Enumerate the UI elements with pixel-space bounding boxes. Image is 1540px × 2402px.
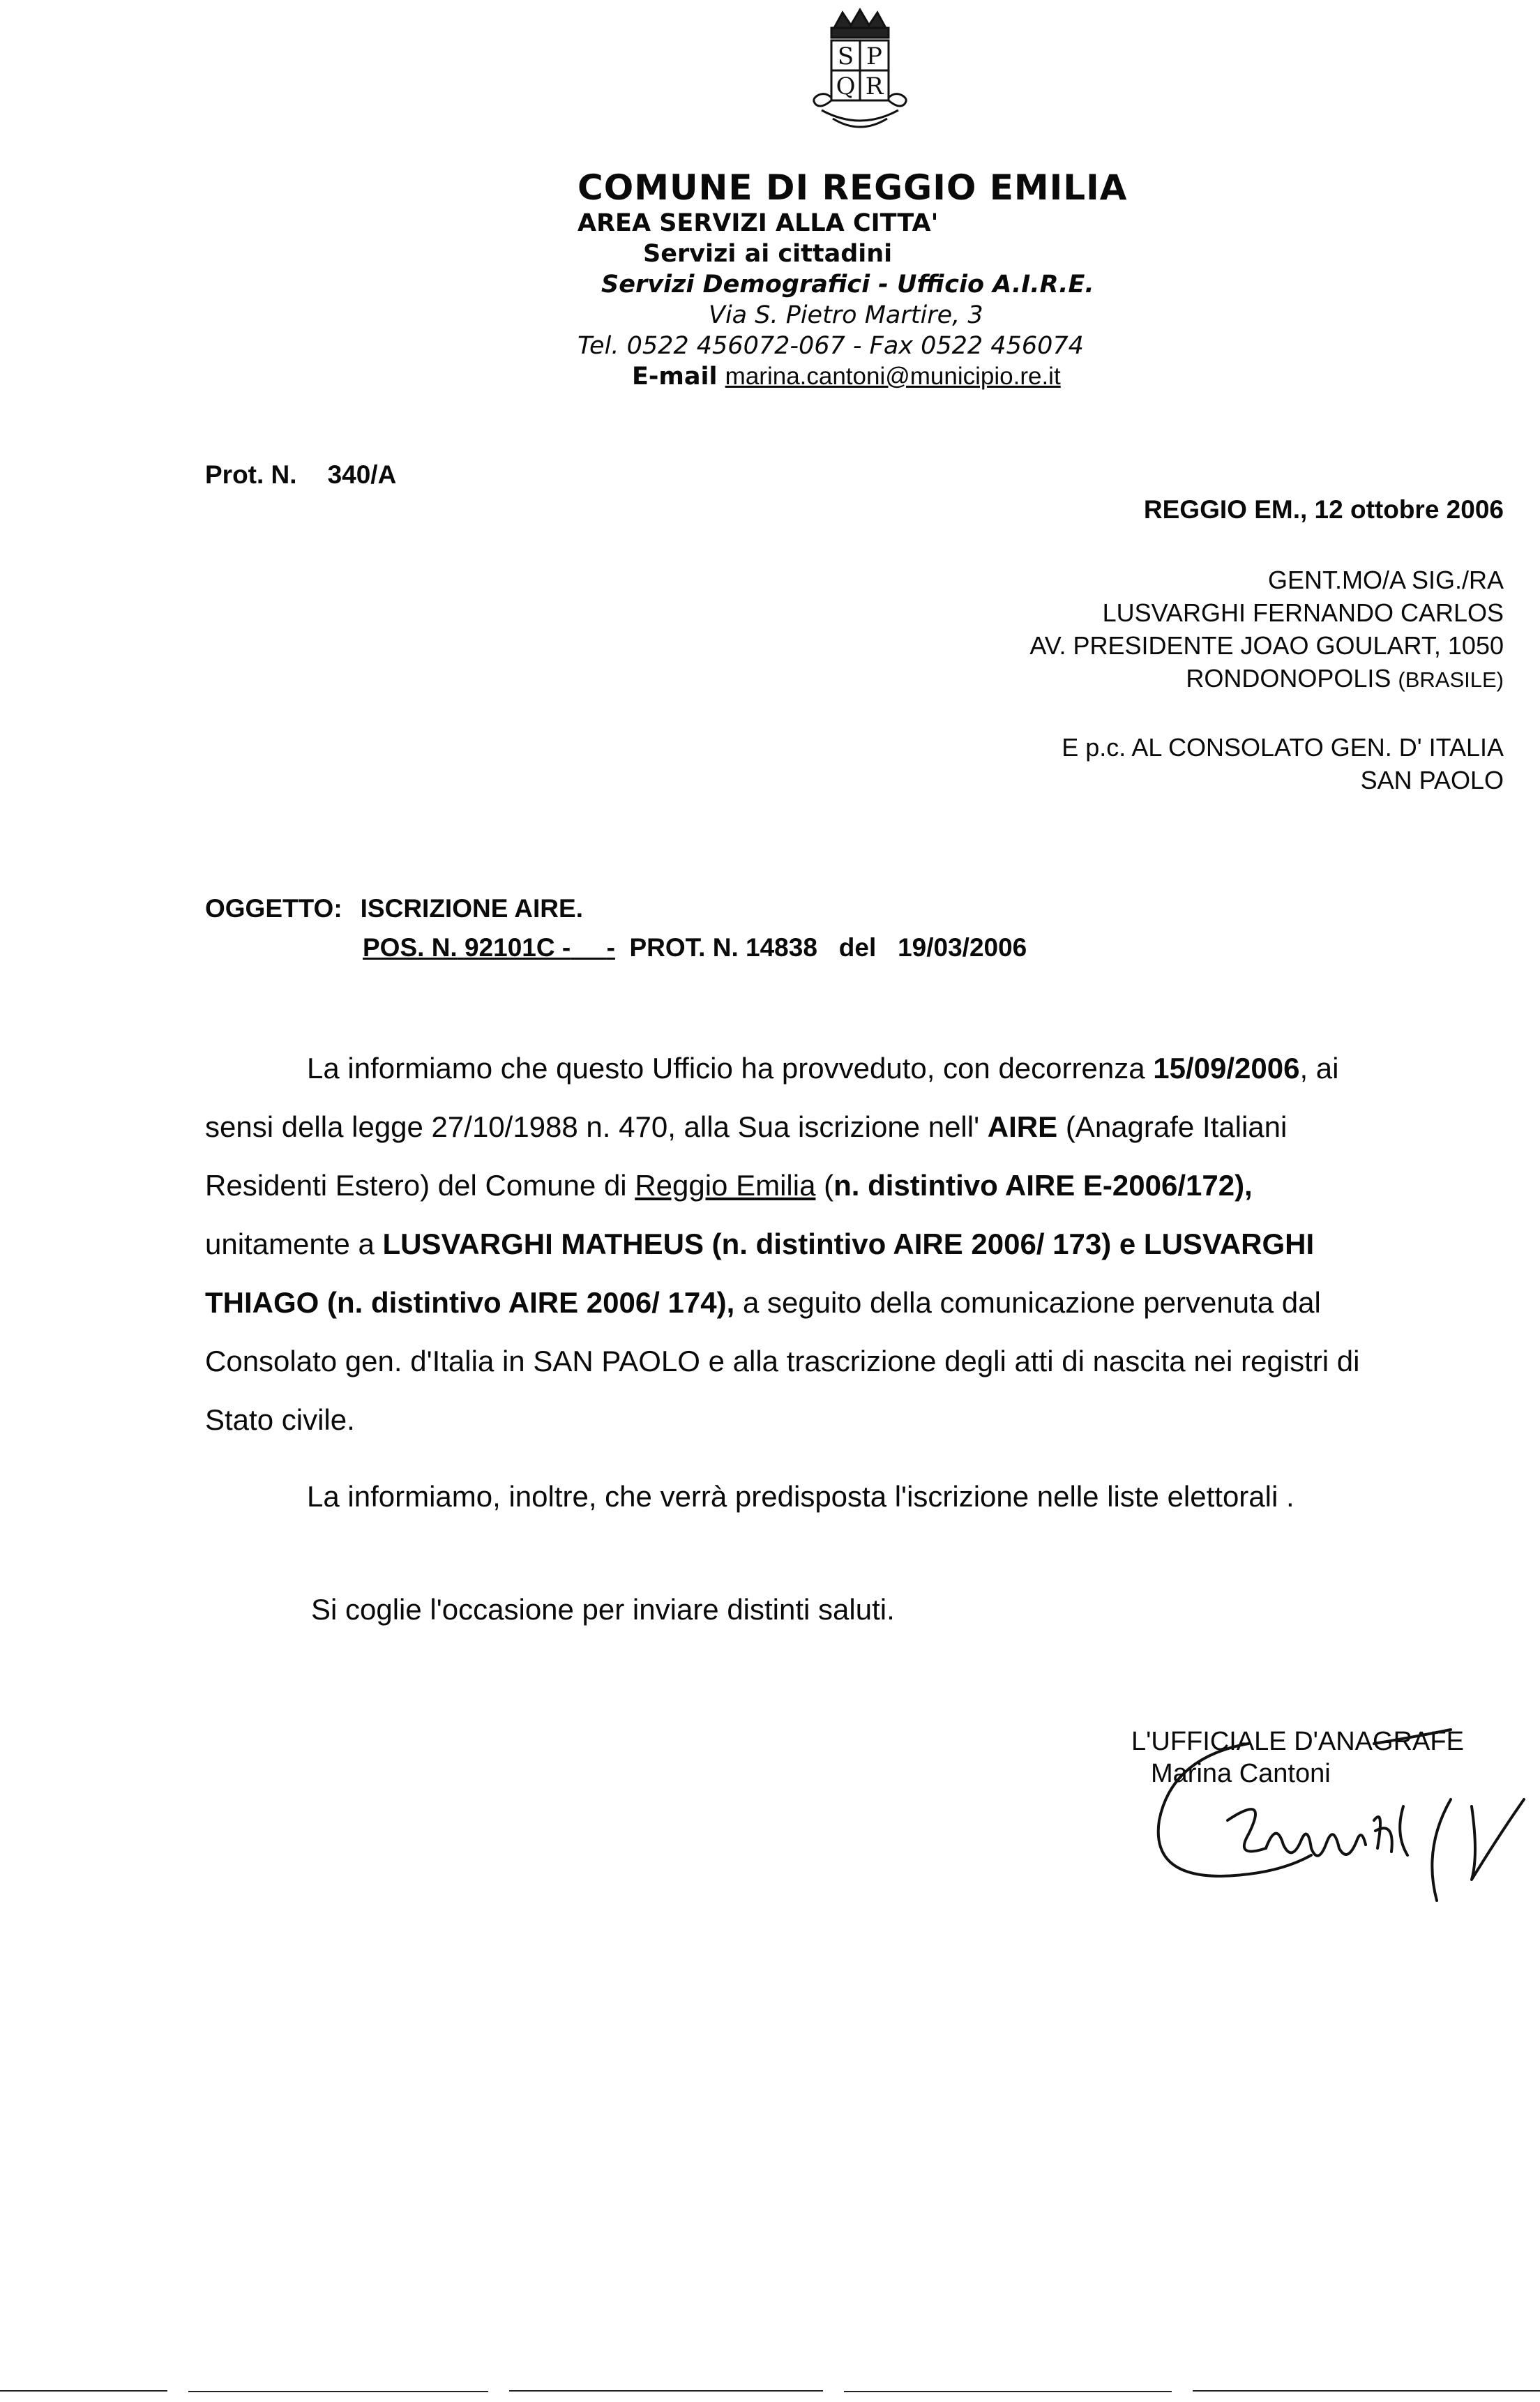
body-line-3 [205, 1156, 1474, 1215]
crest-letter-r: R [865, 73, 884, 100]
crest-letter-s: S [837, 43, 854, 70]
prot-number: 14838 [746, 933, 817, 962]
header-address: Via S. Pietro Martire, 3 [709, 301, 983, 329]
recipient-city: RONDONOPOLIS [1186, 664, 1391, 693]
body-text: ( [824, 1169, 834, 1202]
prot-date: 19/03/2006 [898, 933, 1027, 962]
body-text: sensi della legge 27/10/1988 n. 470, alla Sua iscrizione nell' [205, 1110, 980, 1143]
body-text: (Anagrafe Italiani [1065, 1110, 1288, 1143]
header-email-line [632, 363, 1061, 391]
pos-dash: - [606, 933, 615, 962]
closing-salutation: Si coglie l'occasione per inviare distinti saluti. [311, 1593, 895, 1626]
header-phone: Tel. 0522 456072-067 - Fax 0522 456074 [578, 332, 1084, 360]
body-text: unitamente a [205, 1228, 375, 1260]
body-line-7 [205, 1391, 1474, 1449]
body-line-5 [205, 1274, 1474, 1332]
prot-label: PROT. N. [629, 933, 739, 962]
scan-footer-edge [0, 2385, 1540, 2391]
cc-line-city: SAN PAOLO [1360, 766, 1504, 794]
pos-label: POS. N. [363, 933, 458, 962]
signatory-name: Marina Cantoni [1151, 1759, 1331, 1788]
header-title: COMUNE DI REGGIO EMILIA [578, 167, 1128, 208]
subject-line [205, 894, 583, 923]
aire-term: AIRE [987, 1110, 1058, 1143]
pos-reference [363, 933, 615, 962]
recipient-name: LUSVARGHI FERNANDO CARLOS [1102, 598, 1504, 627]
body-text: a seguito della comunicazione pervenuta dal [742, 1286, 1321, 1319]
recipient-country: (BRASILE) [1398, 667, 1504, 692]
prot-del: del [838, 933, 877, 962]
body-line-6 [205, 1332, 1474, 1391]
body-line-2 [205, 1098, 1474, 1156]
aire-number-thiago: THIAGO (n. distintivo AIRE 2006/ 174), [205, 1286, 735, 1319]
handwritten-signature [1144, 1716, 1534, 1904]
body-text: Stato civile. [205, 1403, 355, 1436]
header-area: AREA SERVIZI ALLA CITTA' [578, 209, 939, 237]
protocol-number: 340/A [327, 460, 397, 489]
recipient-block [1029, 564, 1504, 696]
comune-name: Reggio Emilia [635, 1169, 816, 1202]
body-line-4 [205, 1215, 1474, 1274]
subject-reference-line [363, 933, 1027, 962]
header-servizi: Servizi ai cittadini [643, 240, 893, 268]
date-line: REGGIO EM., 12 ottobre 2006 [1143, 495, 1504, 524]
recipient-city-line [1029, 662, 1504, 696]
body-text: Residenti Estero) del Comune di [205, 1169, 627, 1202]
footer-rule-lines [0, 2389, 1540, 2394]
aire-number-fernando: n. distintivo AIRE E-2006/172), [833, 1169, 1253, 1202]
body-text: Consolato gen. d'Italia in SAN PAOLO e alla trascrizione degli atti di nascita nei registri di [205, 1345, 1360, 1377]
recipient-salutation: GENT.MO/A SIG./RA [1267, 566, 1504, 594]
recipient-street: AV. PRESIDENTE JOAO GOULART, 1050 [1029, 631, 1504, 660]
aire-number-matheus: LUSVARGHI MATHEUS (n. distintivo AIRE 2006/ 173) e LUSVARGHI [382, 1228, 1315, 1260]
body-text: , ai [1299, 1052, 1339, 1085]
header-demografici: Servizi Demografici - Ufficio A.I.R.E. [601, 271, 1094, 299]
body-text: La informiamo che questo Ufficio ha provveduto, con decorrenza [307, 1052, 1145, 1085]
header-email-label: E-mail [632, 363, 718, 391]
decorrenza-date: 15/09/2006 [1153, 1052, 1300, 1085]
subject-text: ISCRIZIONE AIRE. [360, 894, 583, 923]
cc-block [1062, 731, 1504, 796]
header-email-link[interactable]: marina.cantoni@municipio.re.it [725, 363, 1061, 390]
protocol-label: Prot. N. [205, 460, 297, 489]
electoral-list-paragraph: La informiamo, inoltre, che verrà predisposta l'iscrizione nelle liste elettorali . [307, 1480, 1294, 1513]
body-line-1 [205, 1039, 1474, 1098]
signatory-title: L'UFFICIALE D'ANAGRAFE [1131, 1727, 1464, 1756]
pos-number: 92101C - [464, 933, 571, 962]
spqr-crest-emblem [801, 7, 919, 146]
protocol-line [205, 460, 396, 490]
crest-letter-p: P [866, 43, 882, 70]
body-paragraph [205, 1039, 1474, 1449]
cc-line-consolato: E p.c. AL CONSOLATO GEN. D' ITALIA [1062, 733, 1504, 762]
crest-letter-q: Q [836, 73, 856, 100]
subject-label: OGGETTO: [205, 894, 342, 923]
